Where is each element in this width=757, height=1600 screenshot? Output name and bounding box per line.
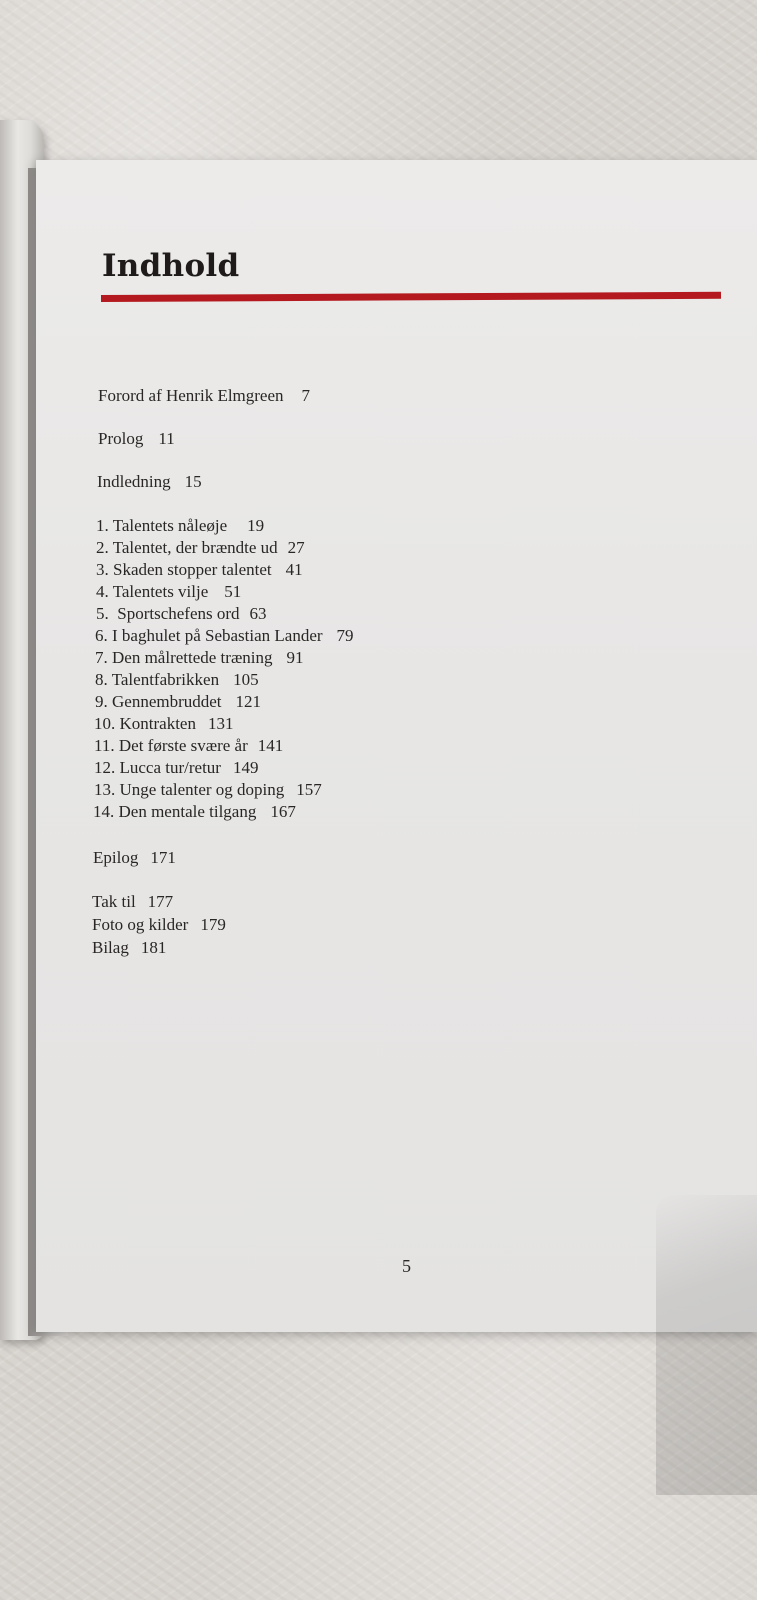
- toc-page: 179: [200, 915, 226, 934]
- toc-page: 181: [140, 938, 167, 957]
- toc-page: 51: [224, 582, 242, 601]
- toc-label: 14. Den mentale tilgang: [93, 802, 257, 821]
- toc-entry: [98, 429, 175, 449]
- toc-label: 7. Den målrettede træning: [95, 648, 273, 667]
- toc-entry: [95, 692, 261, 712]
- toc-entry: [98, 386, 310, 406]
- toc-page: 79: [336, 626, 354, 645]
- toc-entry: [96, 582, 241, 602]
- toc-page: 167: [270, 802, 296, 821]
- toc-entry: [94, 714, 233, 734]
- toc-entry: [92, 915, 226, 935]
- toc-page: 41: [285, 560, 303, 579]
- toc-page: 7: [301, 386, 311, 405]
- toc-label: 4. Talentets vilje: [96, 582, 209, 601]
- toc-label: 12. Lucca tur/retur: [94, 758, 221, 777]
- toc-entry: [96, 538, 305, 558]
- toc-page: 11: [158, 429, 175, 448]
- toc-page: 27: [287, 538, 305, 557]
- toc-entry: [92, 938, 166, 958]
- toc-page: 149: [232, 758, 259, 777]
- toc-entry: [94, 736, 283, 756]
- toc-label: Tak til: [92, 892, 136, 911]
- toc-entry: [96, 516, 264, 536]
- toc-entry: [97, 472, 202, 492]
- toc-label: 6. I baghulet på Sebastian Lander: [95, 626, 323, 645]
- toc-page: 19: [247, 516, 265, 535]
- toc-entry: [93, 802, 296, 822]
- toc-label: Prolog: [98, 429, 144, 448]
- toc-label: 2. Talentet, der brændte ud: [96, 538, 278, 557]
- toc-entry: [92, 892, 173, 912]
- toc-label: Foto og kilder: [92, 915, 189, 934]
- toc-label: 13. Unge talenter og doping: [94, 780, 285, 799]
- toc-label: 5. Sportschefens ord: [96, 604, 240, 623]
- toc-label: 8. Talentfabrikken: [95, 670, 220, 689]
- toc-entry: [96, 604, 267, 624]
- toc-label: 3. Skaden stopper talentet: [96, 560, 272, 579]
- toc-label: Bilag: [92, 938, 129, 957]
- toc-label: Forord af Henrik Elmgreen: [98, 386, 284, 405]
- toc-page: 141: [257, 736, 284, 755]
- toc-page: 63: [249, 604, 267, 623]
- toc-page: 15: [184, 472, 202, 491]
- toc-label: 11. Det første svære år: [94, 736, 248, 755]
- toc-entry: [95, 626, 354, 646]
- toc-page: 177: [147, 892, 174, 911]
- page-title: Indhold: [102, 248, 240, 284]
- toc-label: Indledning: [97, 472, 171, 491]
- toc-entry: [94, 780, 322, 800]
- toc-entry: [93, 848, 176, 868]
- toc-label: 10. Kontrakten: [94, 714, 196, 733]
- toc-entry: [96, 560, 303, 580]
- toc-page: 131: [207, 714, 234, 733]
- toc-label: 9. Gennembruddet: [95, 692, 222, 711]
- toc-page: 105: [233, 670, 259, 689]
- toc-page: 121: [235, 692, 262, 711]
- toc-entry: [95, 670, 259, 690]
- toc-page: 157: [296, 780, 322, 799]
- toc-entry: [95, 648, 304, 668]
- toc-page: 171: [150, 848, 176, 867]
- toc-entry: [94, 758, 258, 778]
- toc-page: 91: [286, 648, 304, 667]
- toc-label: 1. Talentets nåleøje: [96, 516, 228, 535]
- toc-label: Epilog: [93, 848, 139, 867]
- page-number: 5: [402, 1256, 411, 1276]
